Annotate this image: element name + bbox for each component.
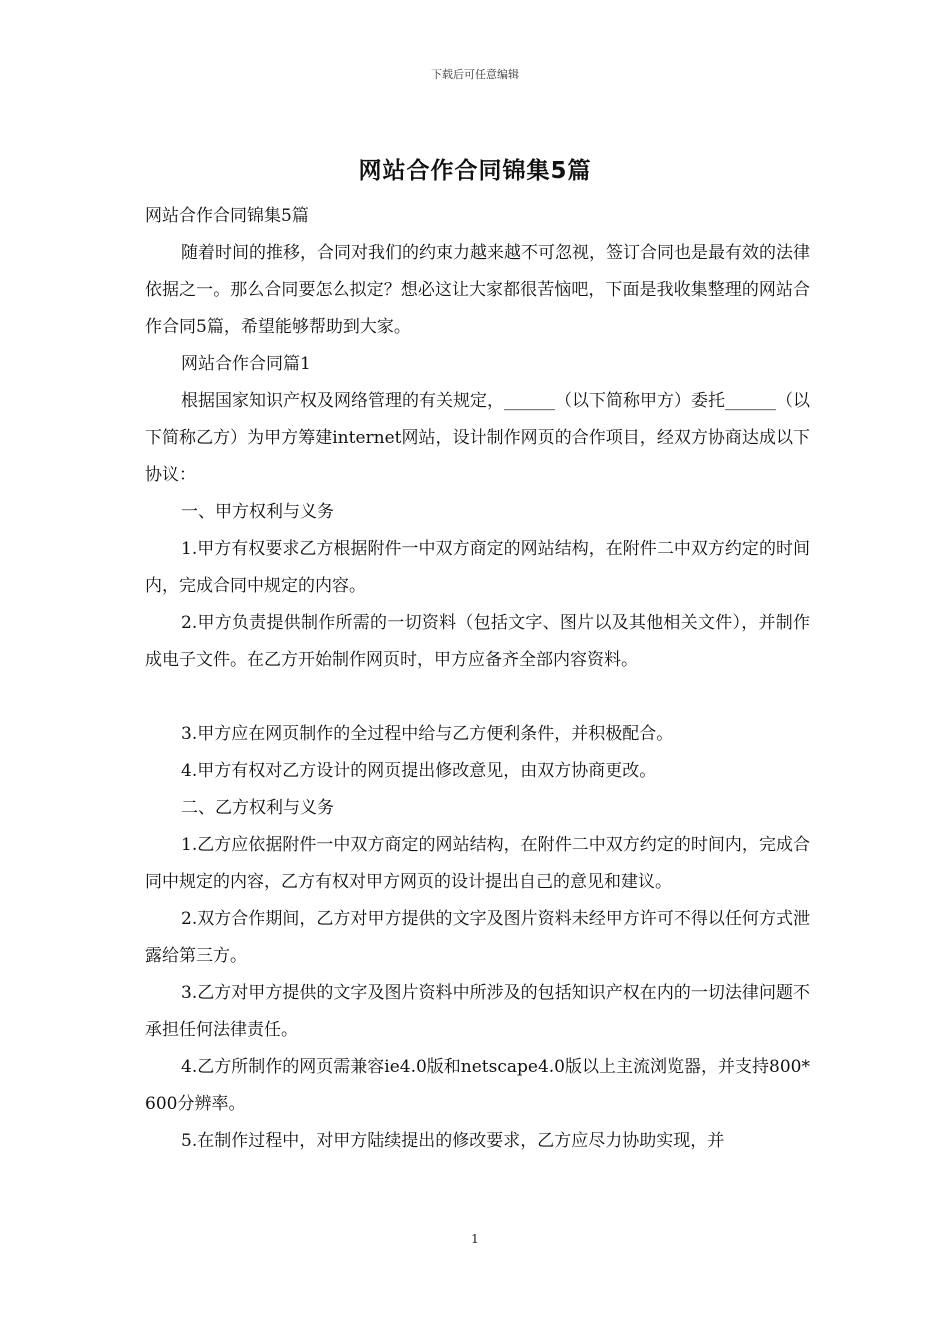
clause: 1.甲方有权要求乙方根据附件一中双方商定的网站结构，在附件二中双方约定的时间内，完成合同中规定的内容。 bbox=[145, 539, 810, 596]
section-heading: 一、甲方权利与义务 bbox=[181, 502, 334, 522]
document-title: 网站合作合同锦集5篇 bbox=[358, 158, 592, 184]
clause: 5.在制作过程中，对甲方陆续提出的修改要求，乙方应尽力协助实现，并 bbox=[181, 1131, 725, 1151]
clause: 3.甲方应在网页制作的全过程中给与乙方便利条件，并积极配合。 bbox=[181, 724, 674, 744]
clause: 2.甲方负责提供制作所需的一切资料（包括文字、图片以及其他相关文件），并制作成电子文件。在乙方开始制作网页时，甲方应备齐全部内容资料。 bbox=[145, 613, 810, 670]
page-number: 1 bbox=[471, 1232, 479, 1246]
clause: 1.乙方应依据附件一中双方商定的网站结构，在附件二中双方约定的时间内，完成合同中规定的内容，乙方有权对甲方网页的设计提出自己的意见和建议。 bbox=[145, 835, 810, 892]
clause: 4.乙方所制作的网页需兼容ie4.0版和netscape4.0版以上主流浏览器，并支持800*600分辨率。 bbox=[145, 1057, 810, 1114]
subtitle-line: 网站合作合同锦集5篇 bbox=[145, 206, 309, 226]
document-body bbox=[145, 198, 810, 1160]
paragraph: 根据国家知识产权及网络管理的有关规定，______（以下简称甲方）委托______（以下简称乙方）为甲方筹建internet网站，设计制作网页的合作项目，经双方协商达成以下协议： bbox=[145, 391, 810, 485]
header-note: 下载后可任意编辑 bbox=[431, 68, 519, 81]
blank-line bbox=[145, 679, 810, 716]
intro-paragraph: 随着时间的推移，合同对我们的约束力越来越不可忽视，签订合同也是最有效的法律依据之一。那么合同要怎么拟定？想必这让大家都很苦恼吧，下面是我收集整理的网站合作合同5篇，希望能够帮助到大家。 bbox=[145, 243, 810, 337]
clause: 2.双方合作期间，乙方对甲方提供的文字及图片资料未经甲方许可不得以任何方式泄露给第三方。 bbox=[145, 909, 810, 966]
section-heading: 二、乙方权利与义务 bbox=[181, 798, 334, 818]
section-heading: 网站合作合同篇1 bbox=[181, 354, 311, 374]
clause: 4.甲方有权对乙方设计的网页提出修改意见，由双方协商更改。 bbox=[181, 761, 657, 781]
clause: 3.乙方对甲方提供的文字及图片资料中所涉及的包括知识产权在内的一切法律问题不承担任何法律责任。 bbox=[145, 983, 810, 1040]
